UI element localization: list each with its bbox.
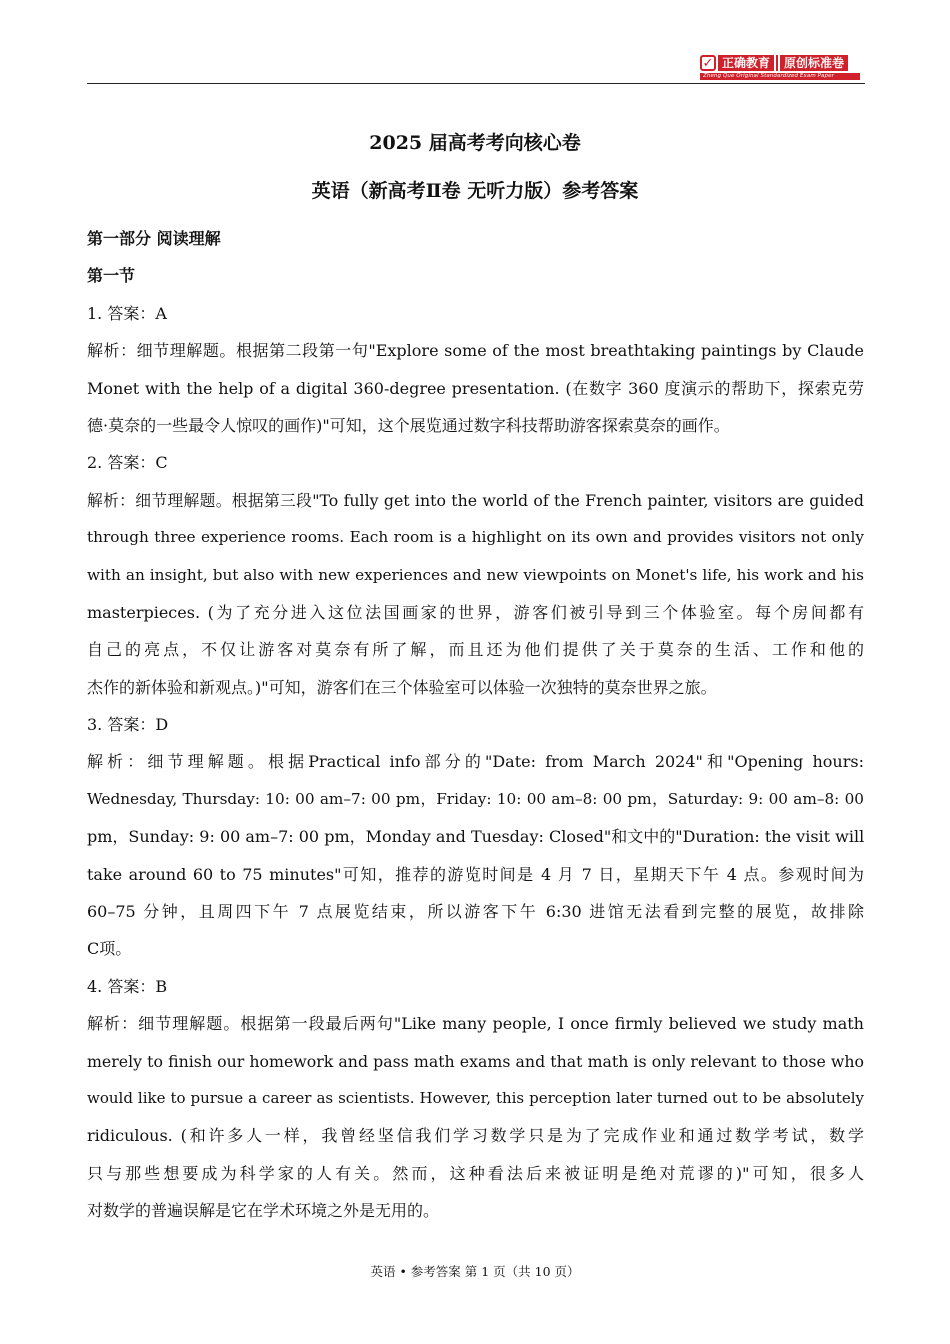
logo-tag: 原创标准卷 [780, 55, 848, 71]
explanation-line: Wednesday, Thursday: 10: 00 am–7: 00 pm，Friday: 10: 00 am–8: 00 pm，Saturday: 9: 00 am–8: 00 [87, 789, 864, 808]
logo-subtitle: Zheng Que Original Standardized Exam Paper [700, 73, 860, 80]
logo-brand: 正确教育 [718, 55, 774, 71]
exam-subtitle: 英语（新高考Ⅱ卷 无听力版）参考答案 [311, 180, 639, 202]
answer-3: 3. 答案：D [87, 715, 169, 735]
explanation-line: merely to finish our homework and pass math exams and that math is only relevant to those who [87, 1051, 864, 1071]
answer-2: 2. 答案：C [87, 453, 168, 473]
header-divider [87, 83, 865, 84]
explanation-line: 解析：细节理解题。根据第三段"To fully get into the world of the French painter, visitors are guided [87, 490, 864, 510]
logo-divider [776, 55, 778, 71]
checkmark-icon: ✓ [700, 55, 716, 71]
explanation-line: 解析：细节理解题。根据第一段最后两句"Like many people, I once firmly believed we study math [87, 1014, 864, 1034]
explanation-line: 自己的亮点，不仅让游客对莫奈有所了解，而且还为他们提供了关于莫奈的生活、工作和他的 [87, 640, 864, 660]
explanation-line: Monet with the help of a digital 360-degree presentation. (在数字 360 度演示的帮助下，探索克劳 [87, 378, 864, 398]
page-footer: 英语 • 参考答案 第 1 页（共 10 页） [370, 1264, 580, 1279]
explanation-line: through three experience rooms. Each room is a highlight on its own and provides visitors not only [87, 528, 864, 547]
publisher-logo [700, 54, 860, 80]
explanation-line: 60–75 分钟，且周四下午 7 点展览结束，所以游客下午 6:30 进馆无法看到完整的展览，故排除 [87, 902, 864, 922]
explanation-line: with an insight, but also with new experiences and new viewpoints on Monet's life, his work and his [87, 565, 864, 584]
exam-title: 2025 届高考考向核心卷 [369, 132, 581, 154]
section-heading: 第一节 [87, 266, 136, 286]
part-heading: 第一部分 阅读理解 [87, 229, 221, 248]
answer-4: 4. 答案：B [87, 976, 168, 996]
explanation-line: 解析：细节理解题。根据Practical info部分的"Date: from March 2024"和"Opening hours: [87, 752, 864, 772]
explanation-line: would like to pursue a career as scientists. However, this perception later turned out to be absolutely [87, 1088, 864, 1107]
answer-1: 1. 答案：A [87, 303, 167, 323]
explanation-line: 杰作的新体验和新观点。)"可知，游客们在三个体验室可以体验一次独特的莫奈世界之旅。 [87, 677, 717, 697]
explanation-line: 对数学的普遍误解是它在学术环境之外是无用的。 [87, 1201, 440, 1221]
explanation-line: take around 60 to 75 minutes"可知，推荐的游览时间是 4 月 7 日，星期天下午 4 点。参观时间为 [87, 864, 864, 884]
explanation-line: C项。 [87, 939, 132, 959]
explanation-line: masterpieces. (为了充分进入这位法国画家的世界，游客们被引导到三个体验室。每个房间都有 [87, 602, 864, 622]
explanation-line: pm，Sunday: 9: 00 am–7: 00 pm，Monday and Tuesday: Closed"和文中的"Duration: the visit will [87, 827, 865, 847]
explanation-line: 只与那些想要成为科学家的人有关。然而，这种看法后来被证明是绝对荒谬的)"可知，很多人 [87, 1163, 864, 1183]
explanation-line: 德·莫奈的一些最令人惊叹的画作)"可知，这个展览通过数字科技帮助游客探索莫奈的画作。 [87, 415, 730, 435]
explanation-line: 解析：细节理解题。根据第二段第一句"Explore some of the most breathtaking paintings by Claude [87, 341, 864, 361]
answer-body [87, 220, 864, 1230]
explanation-line: ridiculous. (和许多人一样，我曾经坚信我们学习数学只是为了完成作业和通过数学考试，数学 [87, 1126, 864, 1146]
